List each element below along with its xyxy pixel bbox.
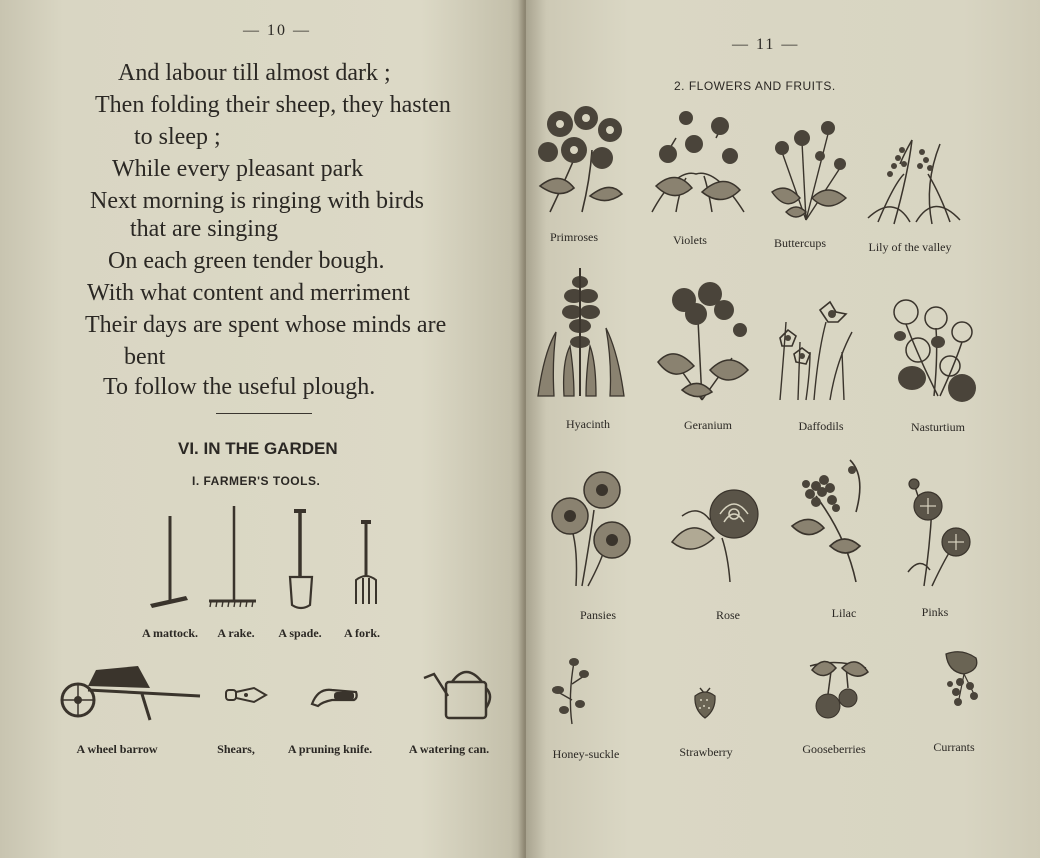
buttercups-icon <box>766 112 850 224</box>
poem-line: that are singing <box>130 216 278 242</box>
pinks-icon <box>902 476 974 588</box>
poem-line: bent <box>124 344 166 370</box>
right-page <box>526 0 1040 858</box>
daffodils-icon <box>770 292 858 402</box>
nasturtium-icon <box>888 296 980 408</box>
poem-line: With what content and merriment <box>87 280 410 306</box>
gooseberries-icon <box>806 654 870 722</box>
subsection-title: 2. FLOWERS AND FRUITS. <box>674 79 836 93</box>
tool-caption: A pruning knife. <box>287 742 373 756</box>
watering-can-icon <box>422 664 494 724</box>
plant-caption: Currants <box>933 740 975 754</box>
pruning-knife-icon <box>308 684 360 710</box>
lilac-icon <box>786 456 870 584</box>
plant-caption: Lilac <box>831 606 857 620</box>
plant-caption: Strawberry <box>679 745 733 759</box>
tool-caption: A wheel barrow <box>76 742 158 756</box>
fork-icon <box>352 518 380 608</box>
tool-caption: A rake. <box>217 626 255 640</box>
plant-caption: Pansies <box>580 608 616 622</box>
plant-caption: Hyacinth <box>566 417 610 431</box>
plant-caption: Primroses <box>550 230 598 244</box>
mattock-icon <box>146 512 192 612</box>
pansies-icon <box>542 470 638 590</box>
poem-line: On each green tender bough. <box>108 248 385 274</box>
tool-caption: A fork. <box>344 626 380 640</box>
plant-caption: Lily of the valley <box>868 240 952 254</box>
poem-line: And labour till almost dark ; <box>118 60 391 86</box>
subsection-title: I. FARMER'S TOOLS. <box>192 474 321 488</box>
geranium-icon <box>654 280 750 404</box>
poem-line: Their days are spent whose minds are <box>85 312 447 338</box>
poem-line: While every pleasant park <box>112 156 364 182</box>
plant-caption: Daffodils <box>798 419 844 433</box>
strawberry-icon <box>692 684 718 720</box>
poem-line: Then folding their sheep, they hasten <box>95 92 451 118</box>
divider <box>216 413 312 414</box>
hyacinth-icon <box>534 262 628 402</box>
spade-icon <box>286 507 316 613</box>
poem-line: to sleep ; <box>134 124 221 150</box>
page-number: — 10 — <box>243 22 311 39</box>
plant-caption: Rose <box>716 608 740 622</box>
shears-icon <box>224 684 268 706</box>
plant-caption: Buttercups <box>774 236 826 250</box>
plant-caption: Violets <box>673 233 707 247</box>
plant-caption: Gooseberries <box>802 742 866 756</box>
rake-icon <box>206 504 258 610</box>
lily-of-the-valley-icon <box>864 134 964 228</box>
tool-caption: Shears, <box>217 742 255 756</box>
plant-caption: Honey-suckle <box>552 747 620 761</box>
plant-caption: Pinks <box>921 605 949 619</box>
page-number: — 11 — <box>732 36 800 53</box>
tool-caption: A spade. <box>278 626 322 640</box>
wheelbarrow-icon <box>58 664 204 726</box>
plant-caption: Nasturtium <box>911 420 965 434</box>
honey-suckle-icon <box>550 656 590 726</box>
poem-line: To follow the useful plough. <box>103 374 376 400</box>
currants-icon <box>940 648 986 712</box>
section-title: VI. IN THE GARDEN <box>178 439 338 458</box>
primroses-icon <box>530 100 634 218</box>
poem-line: Next morning is ringing with birds <box>90 188 424 214</box>
tool-caption: A mattock. <box>142 626 198 640</box>
violets-icon <box>646 108 748 218</box>
rose-icon <box>668 486 768 586</box>
plant-caption: Geranium <box>684 418 732 432</box>
tool-caption: A watering can. <box>408 742 490 756</box>
